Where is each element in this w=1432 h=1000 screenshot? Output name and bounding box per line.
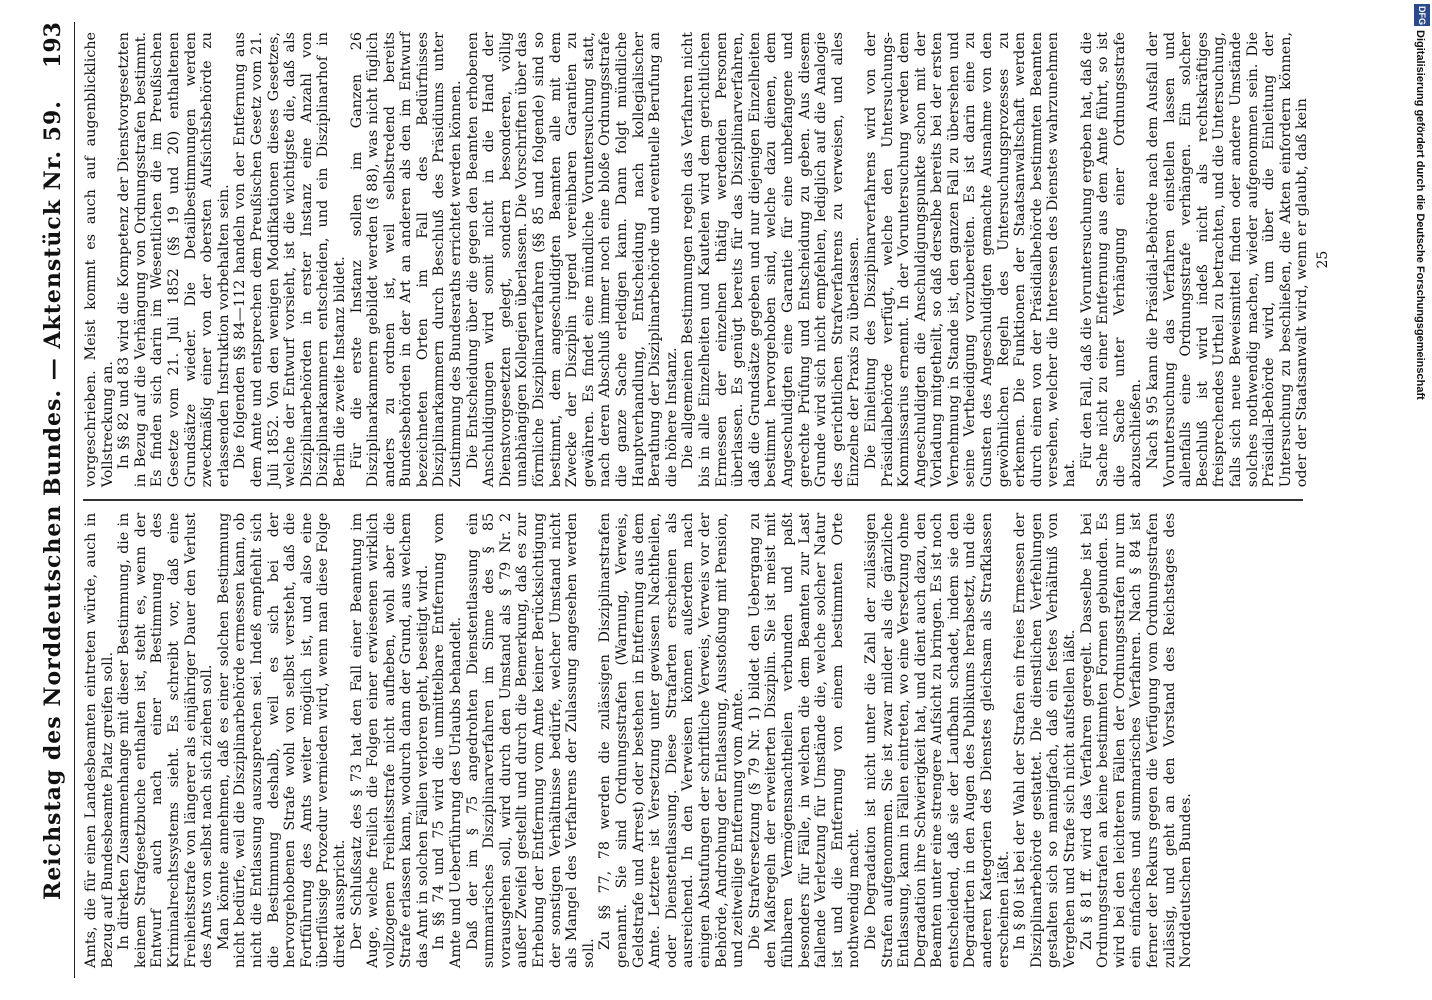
dfg-logo-icon: DFG — [1414, 4, 1430, 26]
running-head — [34, 22, 75, 978]
paragraph: Für den Fall, daß die Voruntersuchung ergeben hat, daß die Sache nicht zu einer Entfernung aus dem Amte führt, so ist die Sache unter Verhängung einer Ordnungsstrafe abzuschließen. — [1078, 32, 1145, 488]
paragraph: Die Degradation ist nicht unter die Zahl der zulässigen Strafen aufgenommen. Sie ist zwar milder als die gänzliche Entlassung, kann in Fällen eintreten, wo eine Versetzung ohne Degradation ihre Schwierigkeit hat, und dient auch dazu, den Beamten unter eine strengere Aufsicht zu bringen. Es ist noch entscheidend, daß sie der Laufbahn schadet, indem sie den Degradirten in den Augen des Publikums herabsetzt, und die anderen Kategorien des Dienstes gleichsam als Strafklassen erscheinen läßt. — [862, 512, 1012, 968]
paragraph: Amts, die für einen Landesbeamten eintreten würde, auch in Bezug auf Bundesbeamte Platz greifen soll. — [83, 512, 116, 968]
page-title: Reichstag des Norddeutschen Bundes. — Aktenstück Nr. 59. — [40, 100, 66, 900]
paragraph: In § 80 ist bei der Wahl der Strafen ein freies Ermessen der Disziplinarbehörde gestattet. Die dienstlichen Verfehlungen gestalten sich so mannigfach, daß ein festes Verhältniß von Vergehen und Strafe sich nicht aufstellen läßt. — [1012, 512, 1079, 968]
left-column — [83, 503, 1303, 978]
text-columns — [83, 22, 1331, 978]
page-number: 193 — [40, 22, 66, 68]
paragraph: Die allgemeinen Bestimmungen regeln das Verfahren nicht bis in alle Einzelheiten und Kautelen wird dem gerichtlichen Ermessen der einzelnen thätig werdenden Personen überlassen. Es genügt bereits für das Disziplinarverfahren, daß die Grundsätze gegeben und nur diejenigen Einzelheiten bestimmt hervorgehoben sind, welche dazu dienen, dem Angeschuldigten eine Garantie für eine unbefangene und gerechte Prüfung und Entscheidung zu geben. Aus diesem Grunde wird sich nicht empfehlen, lediglich auf die Analogie des gerichtlichen Strafverfahrens zu verweisen, und alles Einzelne der Praxis zu überlassen. — [680, 32, 863, 488]
digitization-note-text: Digitalisierung gefördert durch die Deutsche Forschungsgemeinschaft — [1414, 30, 1426, 400]
paragraph: Die Strafversetzung (§ 79 Nr. 1) bildet den Uebergang zu den Maßregeln der erweiterten Disziplin. Sie ist meist mit fühlbaren Vermögensnachtheilen verbunden und paßt besonders für Fälle, in welchen die dem Beamten zur Last fallende Verletzung für Umstände die, welche solcher Natur ist und die Entfernung von einem bestimmten Orte nothwendig macht. — [746, 512, 863, 968]
signature-mark: 25 — [1314, 250, 1331, 269]
paragraph: Nach § 95 kann die Präsidial-Behörde nach dem Ausfall der Voruntersuchung das Verfahren einstellen lassen und allenfalls eine Ordnungsstrafe verhängen. Ein solcher Beschluß ist wird indeß nicht als rechtskräftiges freisprechendes Urtheil zu betrachten, und die Untersuchung, falls sich neue Beweismittel finden oder andere Umstände solches nothwendig machen, wieder aufgenommen sein. Die Präsidial-Behörde wird, um über die Einleitung der Untersuchung zu beschließen, die Akten einfordern können, oder der Staatsanwalt wird, wenn er glaubt, daß kein — [1145, 32, 1311, 488]
paragraph: Man könnte annehmen, daß es einer solchen Bestimmung nicht bedürfe, weil die Disziplinarbehörde ermessen kann, ob nicht die Entlassung auszusprechen sei. Indeß empfiehlt sich die Bestimmung deshalb, weil es sich bei der hervorgehobenen Strafe wohl von selbst versteht, daß die Fortführung des Amts weiter möglich ist, und also eine überflüssige Prozedur vermieden wird, wenn man diese Folge direkt ausspricht. — [215, 512, 348, 968]
paragraph: Die Entscheidung über die gegen den Beamten erhobenen Anschuldigungen wird somit nicht in die Hand der Dienstvorgesetzten gelegt, sondern besonderen, völlig unabhängigen Kollegien überlassen. Die Vorschriften über das förmliche Disziplinarverfahren (§§ 85 und folgende) sind so bestimmt, dem angeschuldigten Beamten alle mit dem Zwecke der Disziplin irgend vereinbaren Garantien zu gewähren. Es findet eine mündliche Voruntersuchung statt, nach deren Abschluß immer noch eine bloße Ordnungsstrafe die ganze Sache erledigen kann. Dann folgt mündliche Hauptverhandlung, Entscheidung nach kollegialischer Berathung der Disziplinarbehörde und eventuelle Berufung an die höhere Instanz. — [464, 32, 680, 488]
digitization-note — [1412, 30, 1430, 830]
paragraph: In direkten Zusammenhange mit dieser Bestimmung, die in keinem Strafgesetzbuche enthalten ist, steht es, wenn der Entwurf auch nach einer Bestimmung des Kriminalrechtssystems sieht. Es schreibt vor, daß eine Freiheitsstrafe von längerer als einjähriger Dauer den Verlust des Amts von selbst nach sich ziehen soll. — [116, 512, 216, 968]
right-column — [83, 22, 1331, 497]
paragraph: Für die erste Instanz sollen im Ganzen 26 Disziplinarkammern gebildet werden (§ 88), was nicht füglich anders zu ordnen ist, weil selbstredend bereits Bundesbehörden in der Art an anderen als den im Entwurf bezeichneten Orten im Fall des Bedürfnisses Disziplinarkammern durch Beschluß des Präsidiums unter Zustimmung des Bundesraths errichtet werden können. — [348, 32, 465, 488]
paragraph: Daß der im § 75 angedrohten Dienstentlassung ein summarisches Disziplinarverfahren im Sinne des § 85 vorausgehen soll, wird durch den Umstand als § 79 Nr. 2 außer Zweifel gestellt und durch die Bemerkung, daß es zur Erhebung der Entfernung vom Amte keiner Berücksichtigung der sonstigen Verhältnisse bedürfe, welcher Umstand nicht als Mangel des Verfahrens der Zulassung angesehen werden soll. — [464, 512, 597, 968]
paragraph: Die folgenden §§ 84—112 handeln von der Entfernung aus dem Amte und entsprechen dem Preußischen Gesetz vom 21. Juli 1852. Von den wenigen Modifikationen dieses Gesetzes, welche der Entwurf vorsieht, ist die wichtigste die, daß als Disziplinarbehörden in erster Instanz eine Anzahl von Disziplinarkammern entscheiden, und ein Disziplinarhof in Berlin die zweite Instanz bildet. — [232, 32, 348, 488]
paragraph: Der Schlußsatz des § 73 hat den Fall einer Beamtung im Auge, welche freilich die Folgen einer erwiesenen wirklich vollzogenen Freiheitsstrafe nicht aufheben, wohl aber die Strafe erlassen kann, wodurch dann der Grund, aus welchem das Amt in solchen Fällen verloren geht, beseitigt wird. — [348, 512, 431, 968]
paragraph: In §§ 82 und 83 wird die Kompetenz der Dienstvorgesetzten in Bezug auf die Verhängung von Ordnungsstrafen bestimmt. Es finden sich darin im Wesentlichen die im Preußischen Gesetze vom 21. Juli 1852 (§§ 19 und 20) enthaltenen Grundsätze wieder. Die Detailbestimmungen werden zweckmäßig einer von der obersten Aufsichtsbehörde zu erlassenden Instruktion vorbehalten sein. — [116, 32, 232, 488]
paragraph: vorgeschrieben. Meist kommt es auch auf augenblickliche Vollstreckung an. — [83, 32, 116, 488]
paragraph: Die Einleitung des Disziplinarverfahrens wird von der Präsidialbehörde verfügt, welche den Untersuchungs-Kommissarius ernennt. In der Voruntersuchung werden dem Angeschuldigten die Anschuldigungspunkte schon mit der Vorladung mitgetheilt, so daß derselbe bereits bei der ersten Vernehmung in Stande ist, den ganzen Fall zu übersehen und seine Vertheidigung vorzubereiten. Es ist darin eine zu Gunsten des Angeschuldigten gemachte Ausnahme von den gewöhnlichen Regeln des Untersuchungsprozesses zu erkennen. Die Funktionen der Staatsanwaltschaft werden durch einen von der Präsidialbehörde bestimmten Beamten versehen, welcher die Interessen des Dienstes wahrzunehmen hat. — [862, 32, 1079, 488]
paragraph: In §§ 74 und 75 wird die unmittelbare Entfernung vom Amte und Ueberführung des Urlaubs behandelt. — [431, 512, 465, 968]
paragraph: Zu § 81 ff. wird das Verfahren geregelt. Dasselbe ist bei Ordnungsstrafen an keine bestimmten Formen gebunden. Es wird bei den leichteren Fällen der Ordnungsstrafen nur um ein einfaches und summarisches Verfahren. Nach § 84 ist ferner der Rekurs gegen die Verfügung vom Ordnungsstrafen zulässig, und geht an den Vorstand des Reichstages des Norddeutschen Bundes. — [1078, 512, 1195, 968]
paragraph: Zu §§ 77, 78 werden die zulässigen Disziplinarstrafen genannt. Sie sind Ordnungsstrafen (Warnung, Verweis, Geldstrafe und Arrest) oder bestehen in Entfernung aus dem Amte. Letztere ist Versetzung unter gewissen Nachtheilen, oder Dienstentlassung. Diese Strafarten erscheinen als ausreichend. In den Verweisen können außerdem nach einigen Abstufungen der schriftliche Verweis, Verweis vor der Behörde, Androhung der Entlassung, Ausstoßung mit Pension, und zeitweilige Entfernung vom Amte. — [597, 512, 747, 968]
column-divider — [83, 499, 1303, 501]
